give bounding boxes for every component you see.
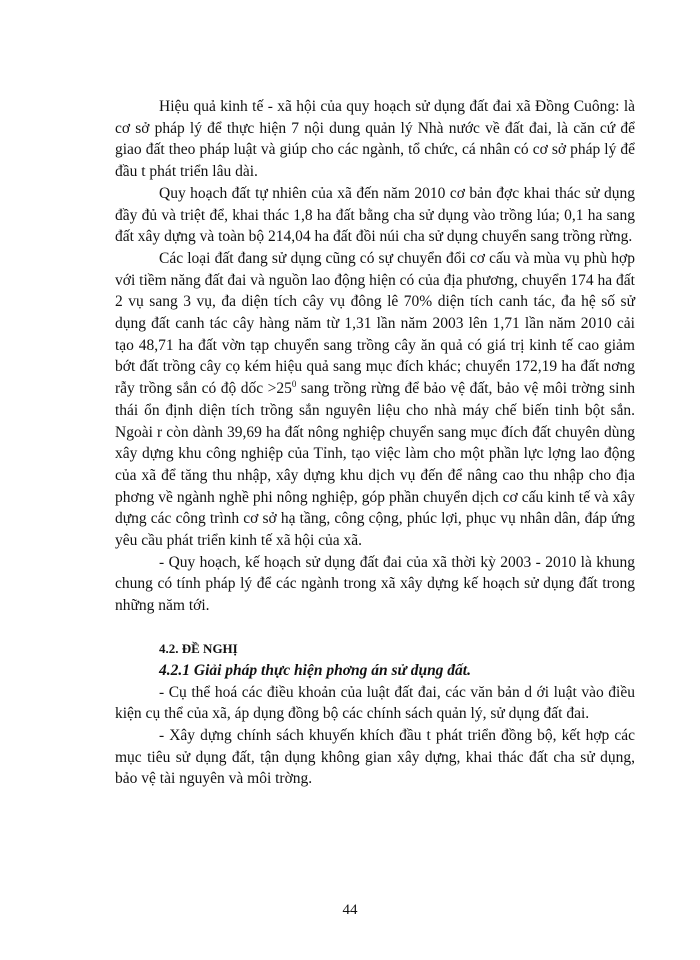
paragraph-investment-policy: - Xây dựng chính sách khuyến khích đầu t phát triển đồng bộ, kết hợp các mục tiêu sử dụng đất, tận dụng không gian xây dựng, khai thác đất cha sử dụng, bảo vệ tài nguyên và môi trờng.	[115, 726, 635, 788]
section-spacer	[115, 617, 635, 638]
page-number: 44	[342, 902, 358, 918]
section-heading: 4.2. ĐỀ NGHỊ	[159, 640, 238, 656]
paragraph-land-conversion	[115, 248, 635, 552]
paragraph-planning-framework: - Quy hoạch, kế hoạch sử dụng đất đai của xã thời kỳ 2003 - 2010 là khung chung có tính pháp lý để các ngành trong xã xây dựng kế hoạch sử dụng đất trong những năm tới.	[115, 553, 635, 615]
paragraph-natural-land-plan: Quy hoạch đất tự nhiên của xã đến năm 2010 cơ bản đợc khai thác sử dụng đầy đủ và triệt để, khai thác 1,8 ha đất bằng cha sử dụng vào trồng lúa; 0,1 ha sang đất xây dựng và toàn bộ 214,04 ha đất đồi núi cha sử dụng chuyển sang trồng rừng.	[115, 184, 635, 246]
subsection-heading: 4.2.1 Giải pháp thực hiện phơng án sử dụng đất.	[159, 661, 471, 679]
paragraph-legal-concretization: - Cụ thể hoá các điều khoản của luật đất đai, các văn bản d ới luật vào điều kiện cụ thể của xã, áp dụng đồng bộ các chính sách quản lý, sử dụng đất đai.	[115, 683, 635, 723]
document-page	[115, 96, 635, 790]
land-conversion-text-part2: sang trồng rừng để bảo vệ đất, bảo vệ môi trờng sinh thái ổn định diện tích trồng sắn nguyên liệu cho nhà máy chế biến tinh bột sắn. Ngoài r còn dành 39,69 ha đất nông nghiệp chuyển sang mục đích đất chuyên dùng xây dựng khu công nghiệp của Tỉnh, tạo việc làm cho một phần lực lợng lao động của xã để tăng thu nhập, xây dựng khu dịch vụ đến để nâng cao thu nhập cho địa phơng về ngành nghề phi nông nghiệp, góp phần chuyển dịch cơ cấu kinh tế và xây dựng các công trình cơ sở hạ tầng, công cộng, phúc lợi, phục vụ nhân dân, đáp ứng yêu cầu phát triển kinh tế xã hội của xã.	[115, 380, 635, 550]
paragraph-economic-efficiency: Hiệu quả kinh tế - xã hội của quy hoạch sử dụng đất đai xã Đồng Cuông: là cơ sở pháp lý để thực hiện 7 nội dung quản lý Nhà nước về đất đai, là căn cứ để giao đất theo pháp luật và giúp cho các ngành, tổ chức, cá nhân có cơ sở pháp lý để đầu t phát triển lâu dài.	[115, 98, 635, 181]
land-conversion-text-part1: Các loại đất đang sử dụng cũng có sự chuyển đổi cơ cấu và mùa vụ phù hợp với tiềm năng đất đai và nguồn lao động hiện có của địa phương, chuyển 174 ha đất 2 vụ sang 3 vụ, đa diện tích cây vụ đông lê 70% diện tích canh tác, đa hệ số sử dụng đất canh tác cây hàng năm từ 1,31 lần năm 2003 lên 1,71 lần năm 2010 cải tạo 48,71 ha đất vờn tạp chuyển sang trồng cây ăn quả có giá trị kinh tế cao giảm bớt đất trồng cây cọ kém hiệu quả sang mục đích khác; chuyển 172,19 ha đất nơng rẫy trồng sắn có độ dốc >25	[115, 249, 635, 398]
degree-superscript: 0	[291, 378, 297, 389]
